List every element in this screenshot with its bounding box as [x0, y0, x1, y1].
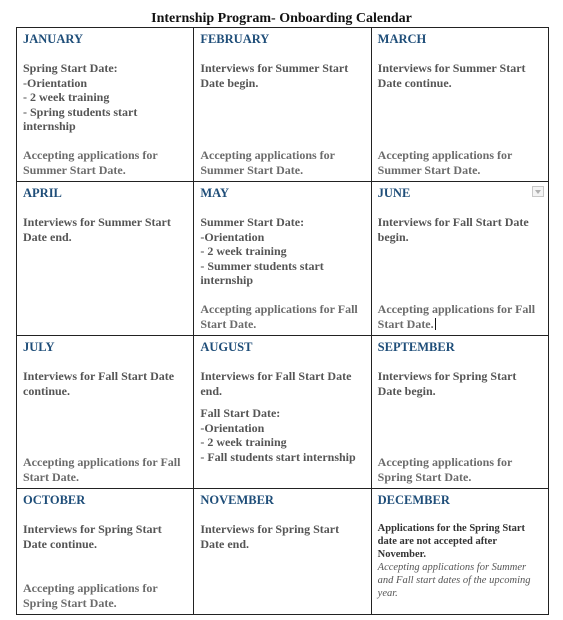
accepting-note: Accepting applications for Summer Start Date. [23, 148, 158, 177]
accepting-note: Accepting applications for Spring Start Date. [23, 581, 158, 610]
calendar-row [17, 28, 549, 182]
month-details: Interviews for Fall Start Date begin. [377, 215, 529, 244]
month-cell-december[interactable] [371, 489, 548, 615]
accepting-note: Accepting applications for Fall Start Date. [200, 302, 358, 331]
month-details: Interviews for Fall Start Date continue. [23, 369, 175, 398]
month-name: APRIL [23, 186, 62, 200]
calendar-row [17, 336, 549, 489]
december-note: Applications for the Spring Start date are not accepted after November. [377, 523, 526, 560]
month-cell-february[interactable] [194, 28, 371, 182]
month-details: Interviews for Spring Start Date begin. [377, 369, 517, 398]
month-cell-april[interactable] [17, 182, 194, 336]
month-details: Summer Start Date: -Orientation - 2 week training - Summer students start internship [200, 215, 324, 287]
month-cell-october[interactable] [17, 489, 194, 615]
month-name: OCTOBER [23, 493, 86, 507]
text-cursor [435, 318, 436, 330]
calendar-row [17, 182, 549, 336]
month-name: JULY [23, 340, 55, 354]
month-details: Interviews for Summer Start Date continue. [377, 61, 526, 90]
month-cell-september[interactable] [371, 336, 548, 489]
month-name: JANUARY [23, 32, 83, 46]
month-cell-may[interactable] [194, 182, 371, 336]
month-cell-march[interactable] [371, 28, 548, 182]
calendar-table [16, 27, 549, 615]
month-cell-august[interactable] [194, 336, 371, 489]
month-details: Spring Start Date: -Orientation - 2 week training - Spring students start internship [23, 61, 138, 133]
month-details: Interviews for Fall Start Date end. [200, 369, 352, 398]
december-italic-note: Accepting applications for Summer and Fall start dates of the upcoming year. [377, 562, 531, 599]
month-details: Interviews for Summer Start Date end. [23, 215, 171, 244]
month-name: DECEMBER [377, 493, 450, 507]
month-name: JUNE [377, 186, 411, 200]
month-details: Interviews for Spring Start Date end. [200, 522, 340, 551]
month-name: MARCH [377, 32, 427, 46]
month-details: Interviews for Summer Start Date begin. [200, 61, 349, 90]
month-name: MAY [200, 186, 230, 200]
month-name: FEBRUARY [200, 32, 270, 46]
month-cell-november[interactable] [194, 489, 371, 615]
month-name: NOVEMBER [200, 493, 274, 507]
accepting-note[interactable]: Accepting applications for Fall Start Date. [377, 302, 536, 331]
accepting-note: Accepting applications for Spring Start Date. [377, 455, 513, 484]
month-name: SEPTEMBER [377, 340, 455, 354]
accepting-note: Accepting applications for Summer Start Date. [377, 148, 513, 177]
month-cell-july[interactable] [17, 336, 194, 489]
chevron-down-icon[interactable] [532, 186, 544, 197]
month-details: Interviews for Spring Start Date continue. [23, 522, 162, 551]
month-name: AUGUST [200, 340, 253, 354]
start-date-details: Fall Start Date: -Orientation - 2 week training - Fall students start internship [200, 406, 356, 464]
calendar-row [17, 489, 549, 615]
accepting-note: Accepting applications for Summer Start Date. [200, 148, 335, 177]
month-cell-june[interactable] [371, 182, 548, 336]
accepting-note: Accepting applications for Fall Start Date. [23, 455, 181, 484]
page-title: Internship Program- Onboarding Calendar [151, 11, 412, 26]
month-cell-january[interactable] [17, 28, 194, 182]
